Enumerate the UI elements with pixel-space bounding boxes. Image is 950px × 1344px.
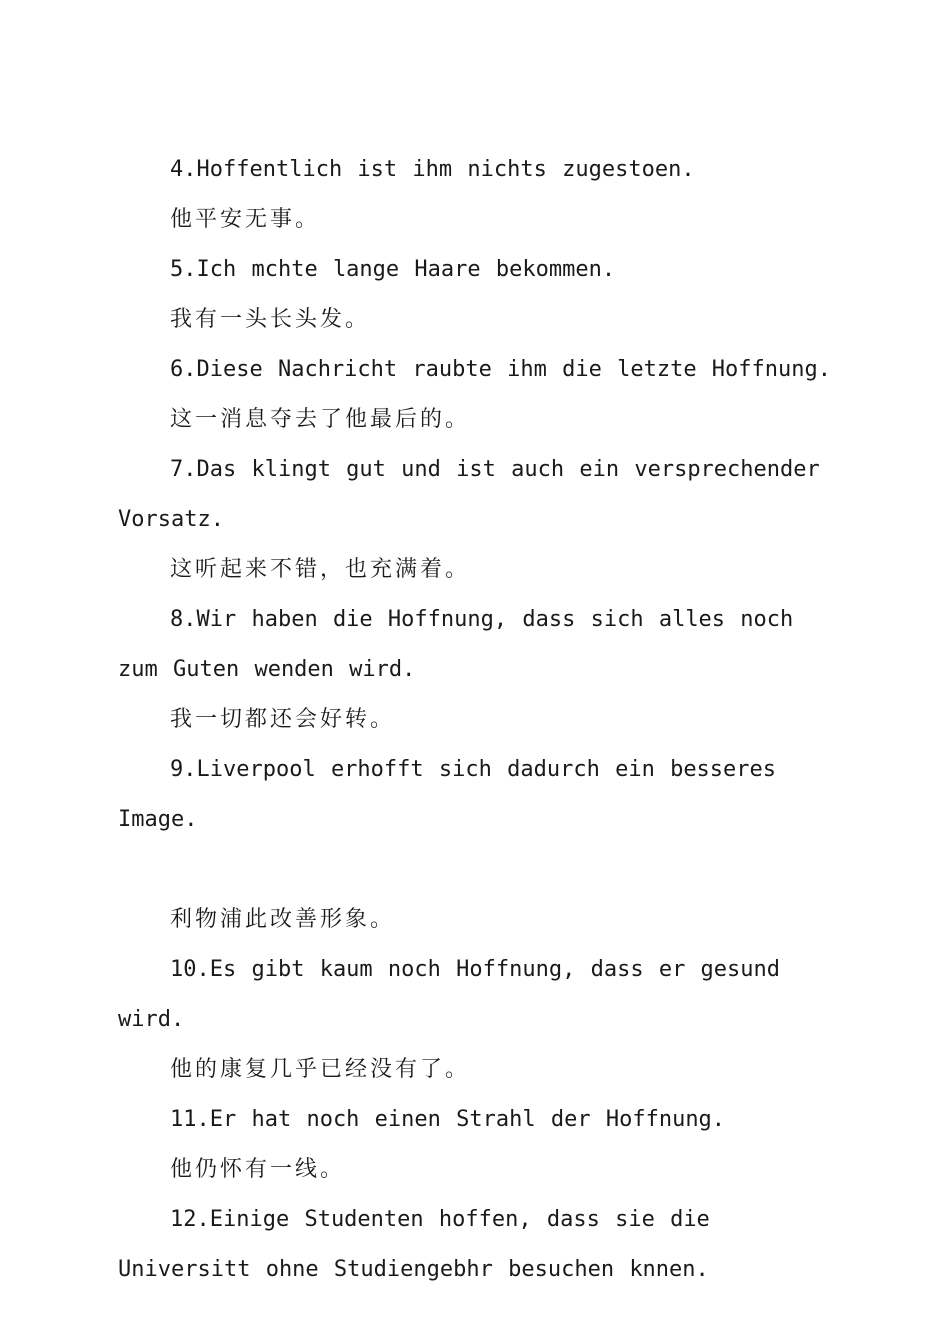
sentence-10-chinese: 他的康复几乎已经没有了。 (170, 1057, 471, 1082)
document-page (118, 145, 838, 1295)
sentence-8-chinese: 我一切都还会好转。 (170, 707, 396, 732)
sentence-11-chinese: 他仍怀有一线。 (170, 1157, 346, 1182)
sentence-11-german: 11.Er hat noch einen Strahl der Hoffnung. (170, 1107, 726, 1132)
sentence-10-german: 10.Es gibt kaum noch Hoffnung, dass er gesund wird. (118, 957, 781, 1032)
sentence-4-german: 4.Hoffentlich ist ihm nichts zugestoen. (170, 157, 695, 182)
sentence-4-chinese: 他平安无事。 (170, 207, 321, 232)
sentence-9-german: 9.Liverpool erhofft sich dadurch ein besseres Image. (118, 757, 777, 832)
sentence-9-chinese: 利物浦此改善形象。 (170, 907, 396, 932)
sentence-6-german: 6.Diese Nachricht raubte ihm die letzte Hoffnung. (170, 357, 832, 382)
sentence-7-chinese: 这听起来不错，也充满着。 (170, 557, 471, 582)
sentence-8-german: 8.Wir haben die Hoffnung, dass sich alles noch zum Guten wenden wird. (118, 607, 794, 682)
sentence-7-german: 7.Das klingt gut und ist auch ein versprechender Vorsatz. (118, 457, 820, 532)
blank-line (118, 845, 838, 895)
sentence-5-german: 5.Ich mchte lange Haare bekommen. (170, 257, 616, 282)
sentence-6-chinese: 这一消息夺去了他最后的。 (170, 407, 471, 432)
sentence-12-german: 12.Einige Studenten hoffen, dass sie die Universitt ohne Studiengebhr besuchen knnen. (118, 1207, 710, 1282)
sentence-5-chinese: 我有一头长头发。 (170, 307, 371, 332)
